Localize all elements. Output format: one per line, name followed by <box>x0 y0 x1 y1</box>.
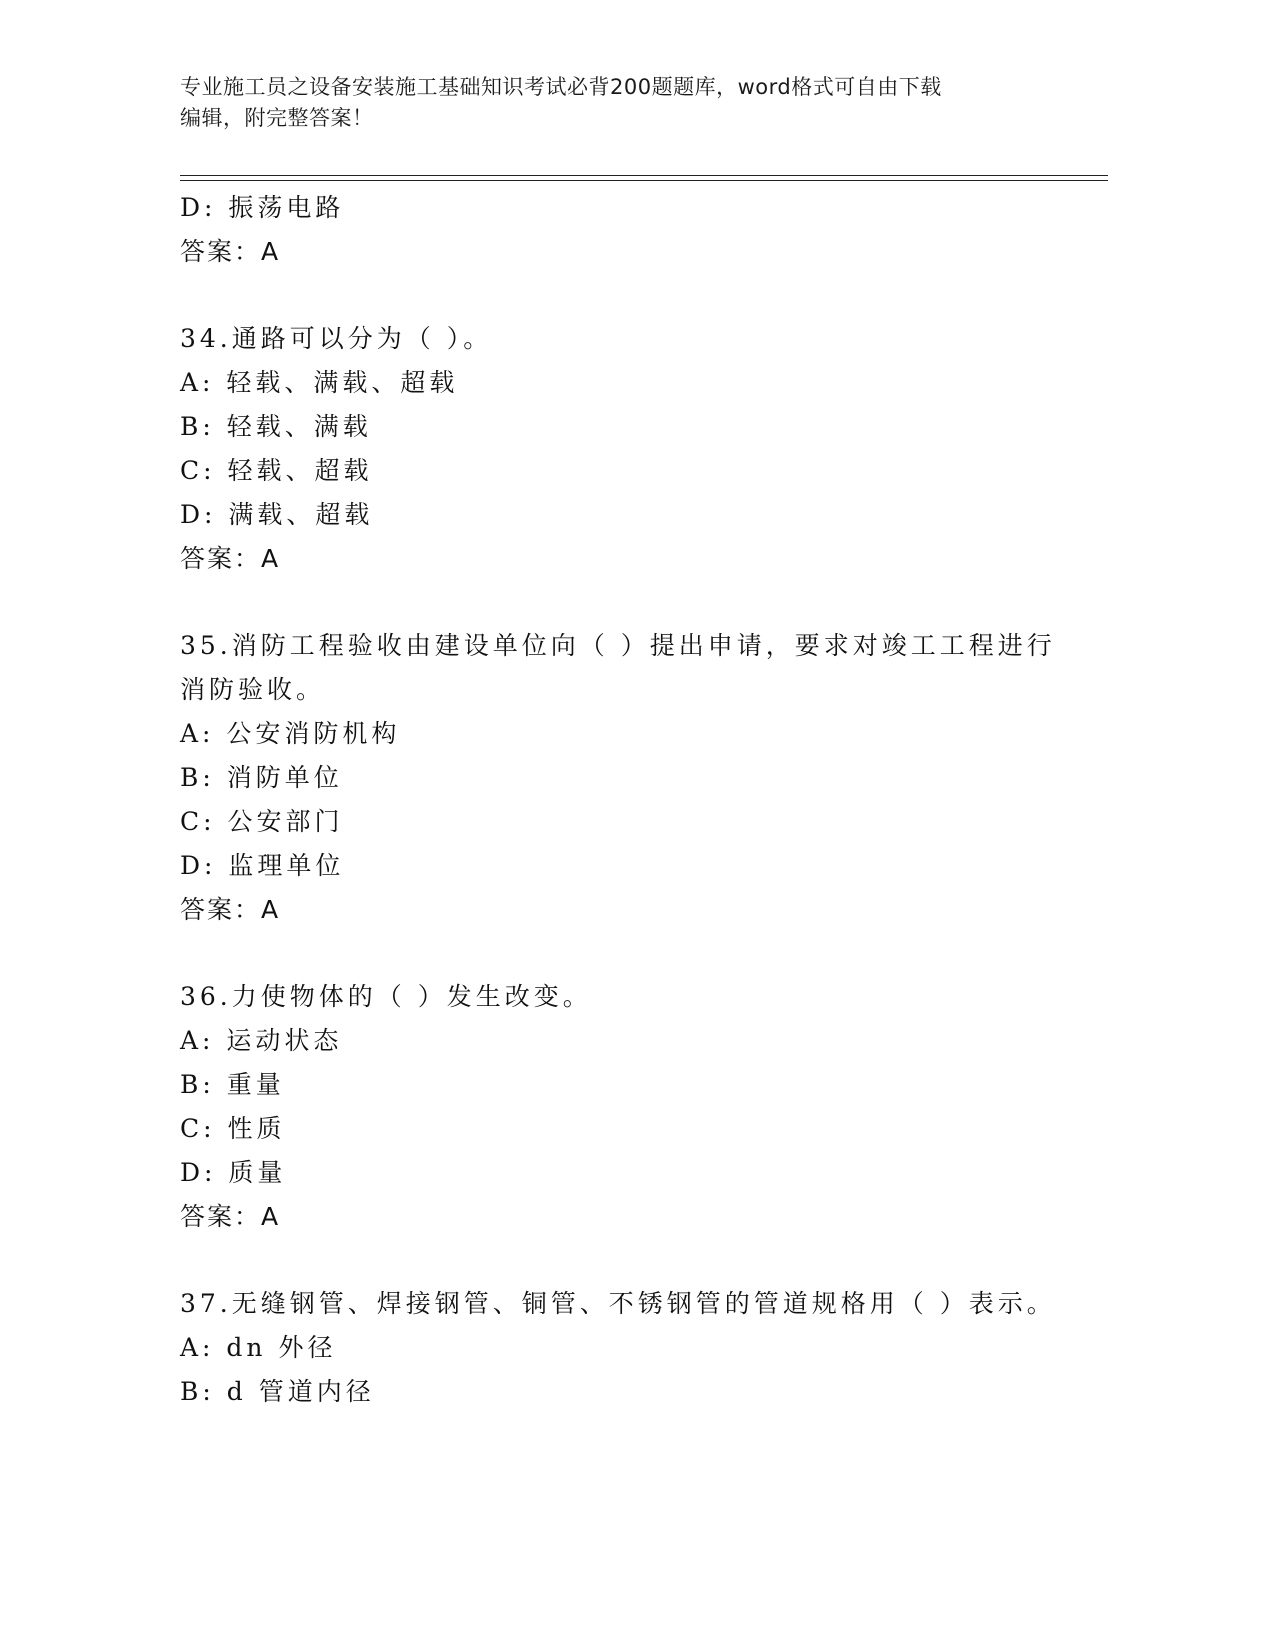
question-34 <box>180 317 1080 581</box>
option-c: C: 性质 <box>180 1114 286 1143</box>
document-header <box>180 72 1040 134</box>
option-d: D: 监理单位 <box>180 851 345 880</box>
question-35 <box>180 624 1080 932</box>
question-stem-continued: 消防验收。 <box>180 675 326 704</box>
header-line-2: 编辑，附完整答案！ <box>180 106 374 130</box>
question-stem: 35.消防工程验收由建设单位向（ ）提出申请，要求对竣工工程进行 <box>180 631 1056 660</box>
header-divider-bottom <box>180 180 1108 181</box>
answer-line: 答案：A <box>180 1202 281 1231</box>
option-b: B: 消防单位 <box>180 763 343 792</box>
question-list <box>180 186 1080 1414</box>
answer-line: 答案：A <box>180 237 281 266</box>
header-divider-top <box>180 175 1108 176</box>
header-line-1: 专业施工员之设备安装施工基础知识考试必背200题题库，word格式可自由下载 <box>180 75 942 99</box>
question-stem: 36.力使物体的（ ）发生改变。 <box>180 982 592 1011</box>
question-37 <box>180 1282 1080 1414</box>
question-stem: 34.通路可以分为（ ）。 <box>180 324 493 353</box>
option-a: A: dn 外径 <box>180 1333 337 1362</box>
question-33-continuation <box>180 186 1080 274</box>
option-d: D: 质量 <box>180 1158 287 1187</box>
option-c: C: 公安部门 <box>180 807 344 836</box>
question-36 <box>180 975 1080 1239</box>
question-stem: 37.无缝钢管、焊接钢管、铜管、不锈钢管的管道规格用（ ）表示。 <box>180 1289 1056 1318</box>
option-a: A: 轻载、满载、超载 <box>180 368 459 397</box>
option-b: B: d 管道内径 <box>180 1377 375 1406</box>
option-d: D: 振荡电路 <box>180 193 345 222</box>
option-c: C: 轻载、超载 <box>180 456 373 485</box>
option-a: A: 公安消防机构 <box>180 719 401 748</box>
answer-line: 答案：A <box>180 895 281 924</box>
option-b: B: 重量 <box>180 1070 285 1099</box>
option-b: B: 轻载、满载 <box>180 412 372 441</box>
answer-line: 答案：A <box>180 544 281 573</box>
option-d: D: 满载、超载 <box>180 500 374 529</box>
option-a: A: 运动状态 <box>180 1026 343 1055</box>
